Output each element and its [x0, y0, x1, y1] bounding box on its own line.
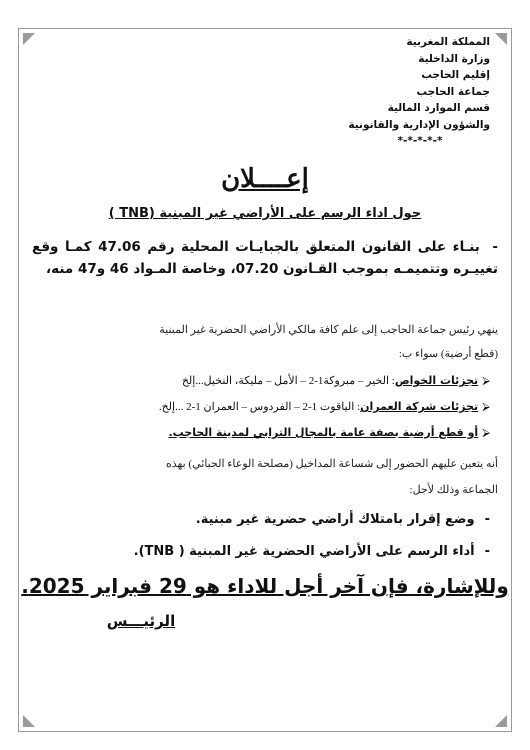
notice-paragraph-4: الجماعة وذلك لأجل: [409, 484, 498, 496]
letterhead [330, 34, 490, 150]
checklist-item-text: أو قطع أرضية بصفة عامة بالمجال الترابي لمدينة الحاجب. [168, 426, 479, 439]
letterhead-kingdom: المملكة المغربية [406, 36, 490, 48]
action-item-dash: - [484, 544, 490, 559]
letterhead-province: إقليم الحاجب [421, 69, 490, 81]
checklist-item [182, 374, 490, 388]
letterhead-separator: *-*-*-*-* [397, 135, 443, 147]
checklist-item-text: الخير – مبروكة1-2 – الأمل – مليكة، النخيل...إلخ [181, 375, 392, 387]
arrow-checkbox-icon: ⮚ [482, 375, 490, 387]
intro-bullet: - [492, 239, 498, 255]
checklist-item [168, 426, 490, 440]
notice-paragraph-1: ينهي رئيس جماعة الحاجب إلى علم كافة مالكي الأراضي الحضرية غير المبنية [159, 324, 498, 336]
letterhead-commune: جماعة الحاجب [416, 85, 490, 98]
checklist-item-label: تجزئات الخواص [394, 374, 479, 387]
intro-text: بنـاء على القانون المتعلق بالجبايـات المحلية رقم 47.06 كمـا وقع تغييـره وتتميمـه بموجب القـانون 07.20، وخاصة المـواد 46 و47 منه، [32, 239, 498, 277]
notice-paragraph-3: أنه يتعين عليهم الحضور إلى شساعة المداخيل (مصلحة الوعاء الجبائي) بهذه [166, 458, 498, 470]
announcement-title: إعــــلان [221, 164, 309, 194]
arrow-checkbox-icon: ⮚ [482, 427, 490, 439]
action-item [134, 544, 490, 559]
corner-ornament-bottom-left [22, 714, 36, 728]
corner-ornament-top-left [22, 32, 36, 46]
notice-paragraph-2: (قطع أرضية) سواء ب: [398, 348, 498, 360]
checklist-item [159, 400, 490, 414]
deadline-notice: وللإشارة، فإن آخر أجل للاداء هو 29 فبراير 2025. [21, 574, 509, 598]
action-item-dash: - [484, 512, 490, 527]
action-item-text: وضع إقرار بامتلاك أراضي حضرية غير مبنية. [195, 512, 475, 527]
checklist-item-text: الياقوت 1-2 – الفردوس – العمران 1-2 ...إلخ. [158, 401, 358, 413]
legal-basis-paragraph [32, 236, 498, 280]
letterhead-division: قسم الموارد المالية [387, 102, 490, 114]
corner-ornament-bottom-right [494, 714, 508, 728]
arrow-checkbox-icon: ⮚ [482, 401, 490, 413]
action-item [196, 512, 490, 527]
corner-ornament-top-right [494, 32, 508, 46]
announcement-subtitle: حول اداء الرسم على الأراضي غير المبنية (TNB ) [108, 206, 422, 221]
letterhead-division-cont: والشؤون الإدارية والقانونية [348, 118, 490, 131]
letterhead-ministry: وزارة الداخلية [418, 52, 490, 65]
signature-title: الرئيـــس [106, 612, 176, 630]
checklist-item-label: تجزئات شركة العمران [360, 400, 479, 413]
action-item-text: أداء الرسم على الأراضي الحضرية غير المبنية ( TNB). [133, 544, 475, 559]
checklist-item-sep: : [357, 401, 361, 413]
checklist-item-sep: : [391, 375, 395, 387]
